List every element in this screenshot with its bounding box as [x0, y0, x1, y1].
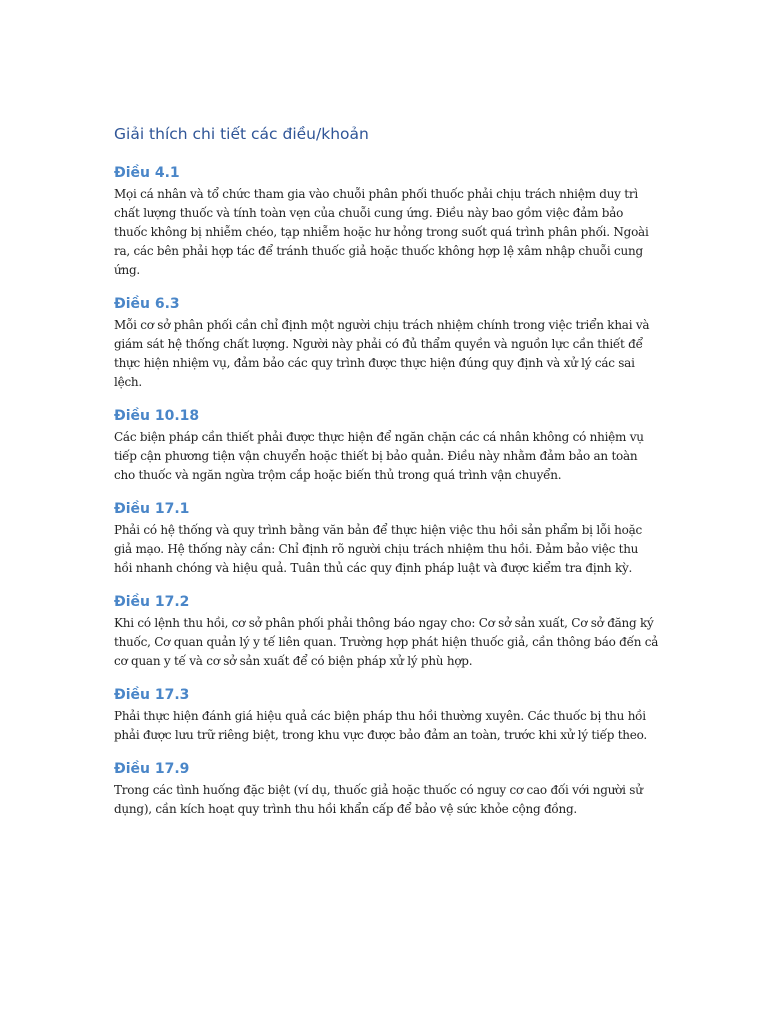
section-body: Trong các tình huống đặc biệt (ví dụ, thuốc giả hoặc thuốc có nguy cơ cao đối với người sử dụng), cần kích hoạt quy trình thu hồi khẩn cấp để bảo vệ sức khỏe cộng đồng. — [114, 783, 643, 816]
section-body: Khi có lệnh thu hồi, cơ sở phân phối phải thông báo ngay cho: Cơ sở sản xuất, Cơ sở đăng ký thuốc, Cơ quan quản lý y tế liên quan. Trường hợp phát hiện thuốc giả, cần thông báo đến cả cơ quan y tế và cơ sở sản xuất để có biện pháp xử lý phù hợp. — [114, 616, 659, 668]
section-4-1 — [114, 162, 659, 280]
section-heading: Điều 6.3 — [114, 296, 180, 312]
section-body: Mỗi cơ sở phân phối cần chỉ định một người chịu trách nhiệm chính trong việc triển khai và giám sát hệ thống chất lượng. Người này phải có đủ thẩm quyền và nguồn lực cần thiết để thực hiện nhiệm vụ, đảm bảo các quy trình được thực hiện đúng quy định và xử lý các sai lệch. — [114, 318, 650, 389]
section-body: Phải thực hiện đánh giá hiệu quả các biện pháp thu hồi thường xuyên. Các thuốc bị thu hồi phải được lưu trữ riêng biệt, trong khu vực được bảo đảm an toàn, trước khi xử lý tiếp theo. — [114, 709, 647, 742]
section-heading: Điều 17.2 — [114, 594, 190, 610]
document-title: Giải thích chi tiết các điều/khoản — [114, 125, 369, 143]
section-heading: Điều 4.1 — [114, 165, 180, 181]
section-17-2 — [114, 591, 659, 671]
section-17-3 — [114, 684, 659, 745]
section-body: Mọi cá nhân và tổ chức tham gia vào chuỗi phân phối thuốc phải chịu trách nhiệm duy trì chất lượng thuốc và tính toàn vẹn của chuỗi cung ứng. Điều này bao gồm việc đảm bảo thuốc không bị nhiễm chéo, tạp nhiễm hoặc hư hỏng trong suốt quá trình phân phối. Ngoài ra, các bên phải hợp tác để tránh thuốc giả hoặc thuốc không hợp lệ xâm nhập chuỗi cung ứng. — [114, 187, 649, 277]
section-heading: Điều 17.1 — [114, 501, 190, 517]
section-17-9 — [114, 758, 659, 819]
document-page — [114, 120, 659, 832]
section-body: Phải có hệ thống và quy trình bằng văn bản để thực hiện việc thu hồi sản phẩm bị lỗi hoặc giả mạo. Hệ thống này cần: Chỉ định rõ người chịu trách nhiệm thu hồi. Đảm bảo việc thu hồi nhanh chóng và hiệu quả. Tuân thủ các quy định pháp luật và được kiểm tra định kỳ. — [114, 523, 642, 575]
section-body: Các biện pháp cần thiết phải được thực hiện để ngăn chặn các cá nhân không có nhiệm vụ tiếp cận phương tiện vận chuyển hoặc thiết bị bảo quản. Điều này nhằm đảm bảo an toàn cho thuốc và ngăn ngừa trộm cắp hoặc biến thủ trong quá trình vận chuyển. — [114, 430, 644, 482]
section-6-3 — [114, 293, 659, 392]
section-17-1 — [114, 498, 659, 578]
section-heading: Điều 17.9 — [114, 761, 190, 777]
section-10-18 — [114, 405, 659, 485]
section-heading: Điều 17.3 — [114, 687, 190, 703]
section-heading: Điều 10.18 — [114, 408, 200, 424]
